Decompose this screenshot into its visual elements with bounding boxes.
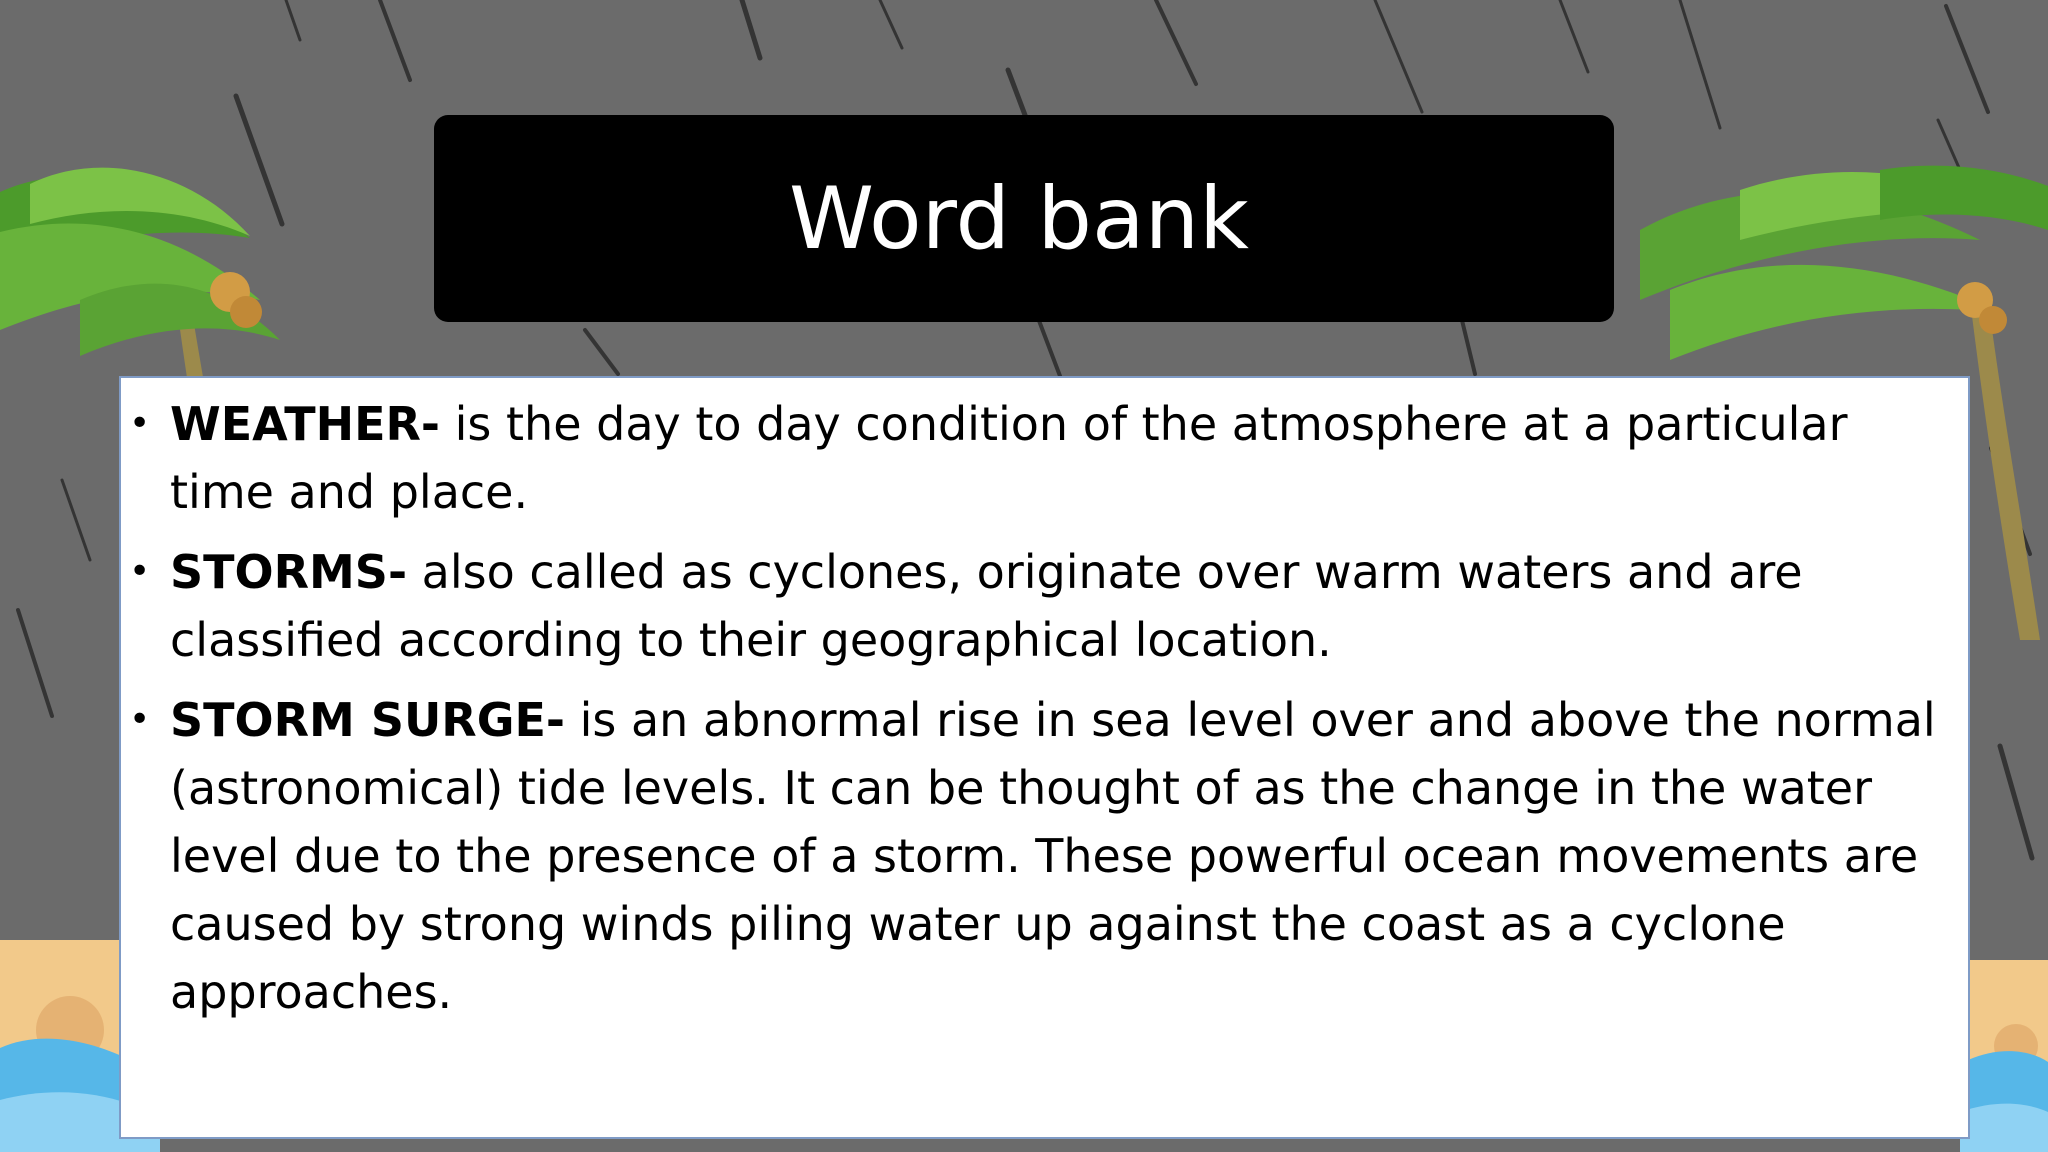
list-item <box>121 686 1972 1026</box>
term-label: STORMS- <box>170 545 408 599</box>
bullet-icon: • <box>129 551 151 592</box>
list-item <box>121 538 1972 674</box>
definitions-box <box>119 376 1970 1139</box>
slide-title: Word bank <box>789 168 1249 269</box>
bullet-icon: • <box>129 403 151 444</box>
term-label: STORM SURGE- <box>170 693 565 747</box>
term-definition: is the day to day condition of the atmosphere at a particular time and place. <box>170 397 1848 519</box>
word-list <box>121 390 1972 1038</box>
bullet-icon: • <box>129 699 151 740</box>
term-definition: also called as cyclones, originate over warm waters and are classified according to their geographical location. <box>170 545 1803 667</box>
title-banner <box>434 115 1614 322</box>
term-definition: is an abnormal rise in sea level over and above the normal (astronomical) tide levels. It can be thought of as the change in the water level due to the presence of a storm. These powerful ocean movements are caused by strong winds piling water up against the coast as a cyclone approaches. <box>170 693 1936 1019</box>
term-label: WEATHER- <box>170 397 441 451</box>
list-item <box>121 390 1972 526</box>
